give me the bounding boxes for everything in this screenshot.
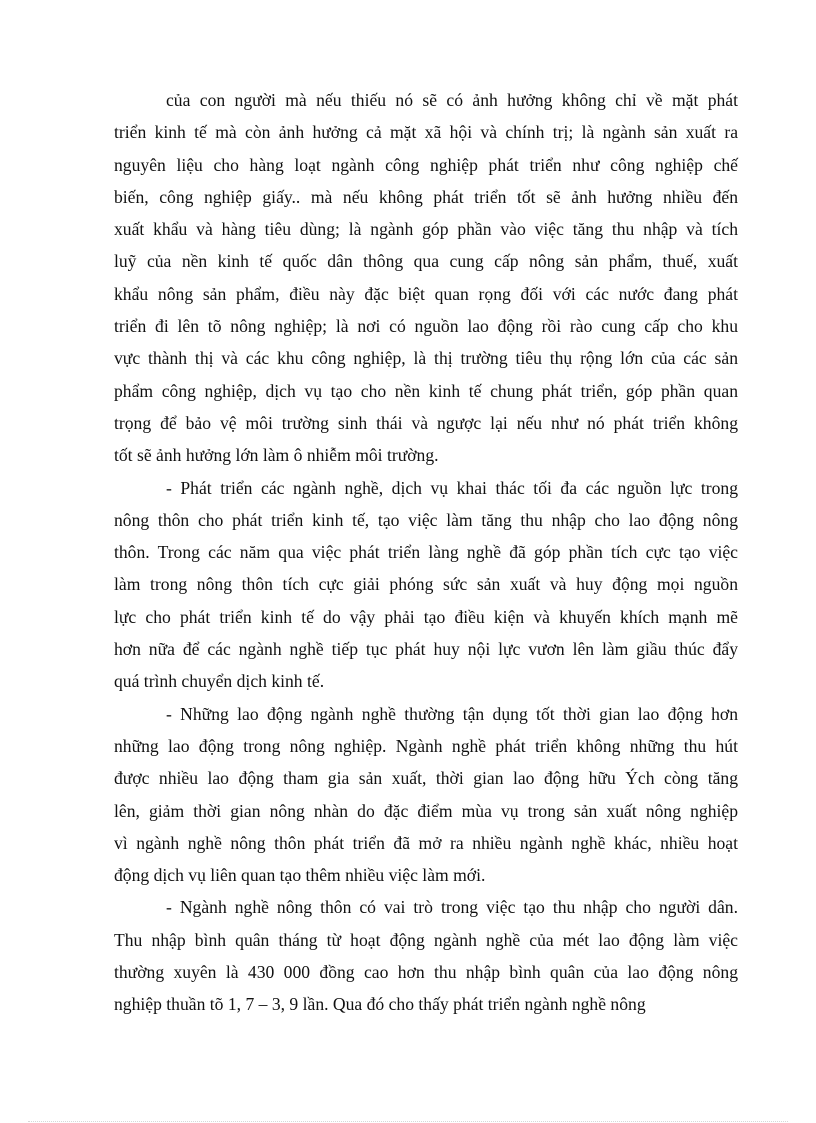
text-line: động dịch vụ liên quan tạo thêm nhiều việc làm mới. — [114, 865, 486, 886]
text-line: khẩu nông sản phẩm, điều này đặc biệt quan rọng đối với các nước đang phát — [114, 283, 738, 304]
text-line: biến, công nghiệp giấy.. mà nếu không phát triển tốt sẽ ảnh hưởng nhiều đến — [114, 186, 738, 207]
text-line: nông thôn cho phát triển kinh tế, tạo việc làm tăng thu nhập cho lao động nông — [114, 509, 738, 530]
text-line: nguyên liệu cho hàng loạt ngành công nghiệp phát triển như công nghiệp chế — [114, 154, 738, 175]
text-line: hơn nữa để các ngành nghề tiếp tục phát huy nội lực vươn lên làm giầu thúc đẩy — [114, 639, 738, 660]
text-line: của con người mà nếu thiếu nó sẽ có ảnh hưởng không chỉ về mặt phát — [166, 90, 738, 110]
page-bottom-rule — [28, 1121, 788, 1122]
text-line: được nhiều lao động tham gia sản xuất, thời gian lao động hữu Ých còng tăng — [114, 768, 738, 789]
text-line: thôn. Trong các năm qua việc phát triển làng nghề đã góp phần tích cực tạo việc — [114, 542, 738, 563]
text-line: luỹ của nền kinh tế quốc dân thông qua cung cấp nông sản phẩm, thuế, xuất — [114, 251, 738, 272]
text-line: làm trong nông thôn tích cực giải phóng sức sản xuất và huy động mọi nguồn — [114, 574, 738, 595]
text-line: Thu nhập bình quân tháng từ hoạt động ngành nghề của mét lao động làm việc — [114, 929, 738, 950]
text-line: - Phát triển các ngành nghề, dịch vụ khai thác tối đa các nguồn lực trong — [166, 477, 738, 498]
text-line: quá trình chuyển dịch kinh tế. — [114, 671, 325, 692]
text-line: những lao động trong nông nghiệp. Ngành nghề phát triển không những thu hút — [114, 735, 738, 756]
text-line: lên, giảm thời gian nông nhàn do đặc điểm mùa vụ trong sản xuất nông nghiệp — [114, 800, 738, 821]
paragraph — [114, 84, 738, 472]
text-line: vực thành thị và các khu công nghiệp, là thị trường tiêu thụ rộng lớn của các sản — [114, 348, 738, 369]
text-line: triển kinh tế mà còn ảnh hưởng cả mặt xã hội và chính trị; là ngành sản xuất ra — [114, 122, 738, 143]
text-line: phẩm công nghiệp, dịch vụ tạo cho nền kinh tế chung phát triển, góp phần quan — [114, 380, 738, 401]
text-line: vì ngành nghề nông thôn phát triển đã mở ra nhiều ngành nghề khác, nhiều hoạt — [114, 832, 738, 853]
text-line: tốt sẽ ảnh hưởng lớn làm ô nhiễm môi trường. — [114, 445, 439, 466]
paragraph — [114, 698, 738, 892]
text-line: trọng để bảo vệ môi trường sinh thái và ngược lại nếu như nó phát triển không — [114, 412, 738, 433]
text-line: - Ngành nghề nông thôn có vai trò trong việc tạo thu nhập cho người dân. — [166, 897, 738, 918]
paragraph — [114, 891, 738, 1020]
text-line: triển đi lên tõ nông nghiệp; là nơi có nguồn lao động rồi rào cung cấp cho khu — [114, 316, 738, 337]
paragraph — [114, 472, 738, 698]
text-line: - Những lao động ngành nghề thường tận dụng tốt thời gian lao động hơn — [166, 703, 738, 724]
text-line: xuất khẩu và hàng tiêu dùng; là ngành góp phần vào việc tăng thu nhập và tích — [114, 219, 738, 240]
text-line: lực cho phát triển kinh tế do vậy phải tạo điều kiện và khuyến khích mạnh mẽ — [114, 606, 738, 627]
text-line: thường xuyên là 430 000 đồng cao hơn thu nhập bình quân của lao động nông — [114, 962, 738, 983]
document-body — [114, 84, 738, 1021]
text-line: nghiệp thuần tõ 1, 7 – 3, 9 lần. Qua đó cho thấy phát triển ngành nghề nông — [114, 994, 646, 1015]
